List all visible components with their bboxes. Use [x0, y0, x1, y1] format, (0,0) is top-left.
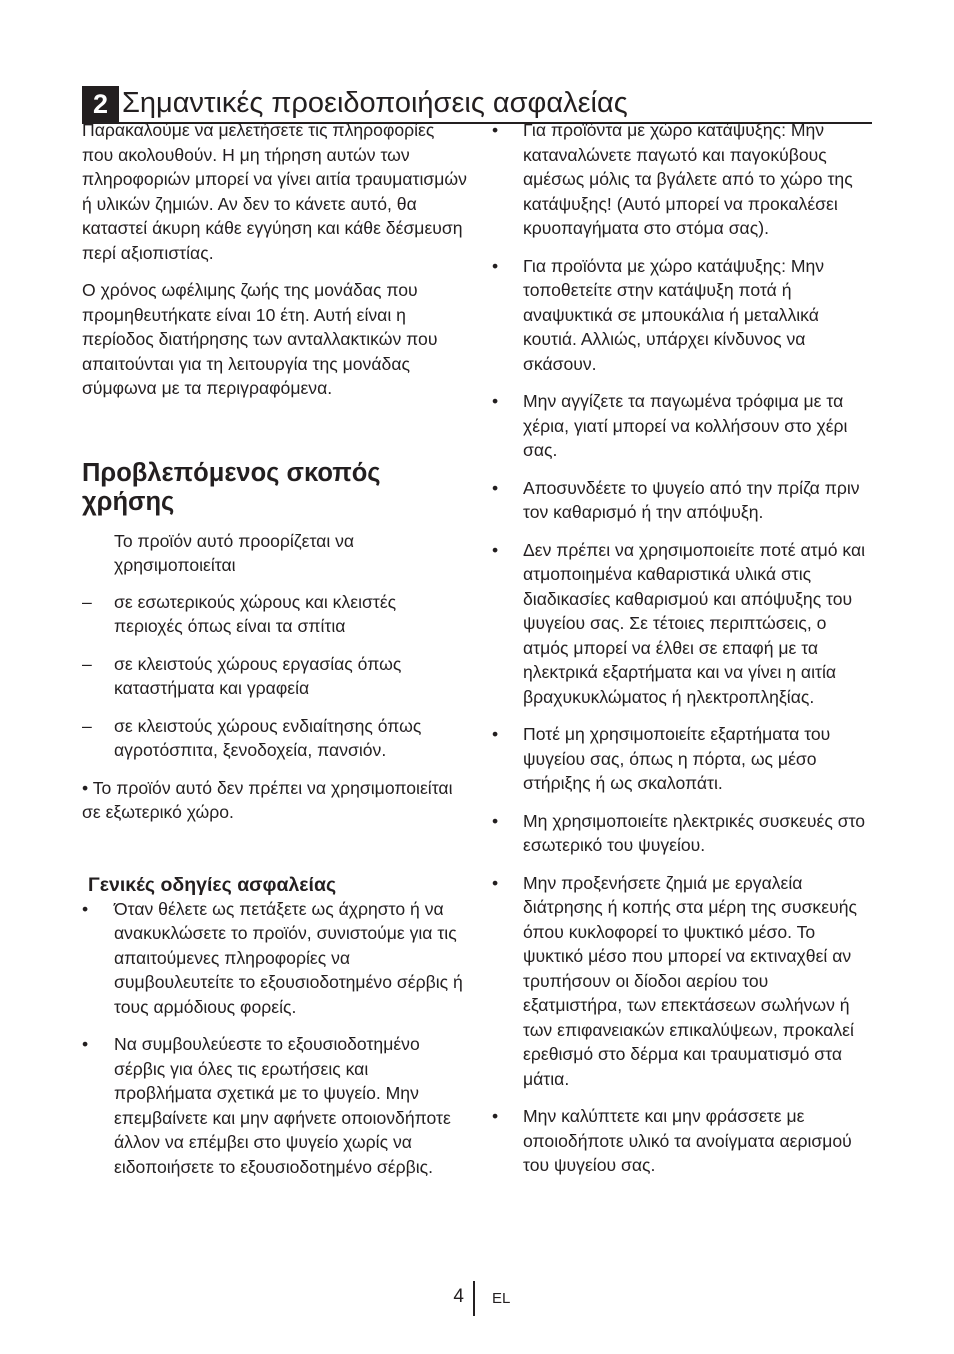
section-number: 2: [82, 86, 119, 123]
bullet-marker: •: [82, 898, 89, 919]
list-item-text: σε κλειστούς χώρους ενδιαίτησης όπως αγροτόσπιτα, ξενοδοχεία, πανσιόν.: [114, 715, 422, 760]
list-item: [492, 871, 872, 1092]
list-item: [82, 1032, 467, 1179]
bullet-marker: •: [82, 1034, 89, 1054]
bullet-marker: •: [492, 120, 499, 140]
bullet-marker: •: [492, 810, 499, 831]
list-item: [82, 590, 467, 639]
list-item-text: Μην αγγίζετε τα παγωμένα τρόφιμα με τα χέρια, γιατί μπορεί να κολλήσουν στο χέρι σας.: [523, 391, 848, 460]
list-item: [82, 897, 467, 1020]
list-item: [492, 118, 872, 241]
bullet-marker: •: [492, 391, 499, 411]
bullet-marker: •: [492, 477, 499, 498]
bullet-marker: •: [492, 872, 499, 893]
dash-marker: –: [82, 653, 92, 674]
lifetime-paragraph: Ο χρόνος ωφέλιμης ζωής της μονάδας που προμηθευτήκατε είναι 10 έτη. Αυτή είναι η περίοδος διατήρησης των ανταλλακτικών που απαιτούνται για τη λειτουργία της μονάδας σύμφωνα με τα περιγραφόμενα.: [82, 280, 438, 398]
dash-marker: –: [82, 591, 92, 612]
list-item-text: Μη χρησιμοποιείτε ηλεκτρικές συσκευές στο εσωτερικό του ψυγείου.: [523, 810, 866, 855]
language-code: EL: [492, 1290, 511, 1307]
list-item-text: Δεν πρέπει να χρησιμοποιείτε ποτέ ατμό και ατμοποιημένα καθαριστικά υλικά στις διαδικασίες καθαρισμού και απόψυξης του ψυγείου σας. Σε τέτοιες περιπτώσεις, ο ατμός μπορεί να έλθει σε επαφή με τα ηλεκτρικά εξαρτήματα και να γίνει η αιτία βραχυκυκλώματος ή ηλεκτροπληξίας.: [523, 539, 866, 707]
right-column: [492, 118, 872, 1191]
list-item: [492, 476, 872, 525]
list-item-text: Όταν θέλετε ως πετάξετε ως άχρηστο ή να ανακυκλώσετε το προϊόν, συνιστούμε για τις απαιτούμενες πληροφορίες να συμβουλευτείτε το εξουσιοδοτημένο σέρβις ή τους αρμόδιους φορείς.: [114, 898, 463, 1017]
bullet-marker: •: [492, 539, 499, 560]
list-item-text: Μην καλύπτετε και μην φράσσετε με οποιοδήποτε υλικό τα ανοίγματα αερισμού του ψυγείου σας.: [523, 1106, 852, 1175]
page-number: 4: [453, 1286, 464, 1307]
list-item-text: Ποτέ μη χρησιμοποιείτε εξαρτήματα του ψυγείου σας, όπως η πόρτα, ως μέσο στήριξης ή ως σκαλοπάτι.: [523, 724, 831, 793]
section-title: Σημαντικές προειδοποιήσεις ασφαλείας: [122, 87, 628, 119]
bullet-marker: •: [492, 1106, 499, 1126]
left-column: [82, 118, 467, 1192]
footer-divider: [473, 1281, 475, 1316]
list-item-text: Για προϊόντα με χώρο κατάψυξης: Μην τοποθετείτε στην κατάψυξη ποτά ή αναψυκτικά σε μπουκάλια ή μεταλλικά κουτιά. Αλλιώς, υπάρχει κίνδυνος να σκάσουν.: [523, 255, 825, 374]
list-item-text: Αποσυνδέετε το ψυγείο από την πρίζα πριν τον καθαρισμό ή την απόψυξη.: [523, 477, 860, 522]
list-item: [82, 652, 467, 701]
list-item-text: Μην προξενήσετε ζημιά με εργαλεία διάτρησης ή κοπής στα μέρη της συσκευής όπου κυκλοφορεί το ψυκτικό μέσο. Το ψυκτικό μέσο που μπορεί να εκτιναχθεί αν τρυπήσουν οι δίοδοι αερίου του εξατμιστήρα, των επεκτάσεων σωλήνων ή των επιφανειακών επικαλύψεων, προκαλεί ερεθισμό στο δέρμα και τραυματισμό στα μάτια.: [523, 872, 857, 1089]
list-item: [82, 714, 467, 763]
list-item: [492, 722, 872, 796]
list-item-text: Να συμβουλεύεστε το εξουσιοδοτημένο σέρβις για όλες τις ερωτήσεις και προβλήματα σχετικά με το ψυγείο. Μην επεμβαίνετε και μην αφήνετε οποιονδήποτε άλλον να επέμβει στο ψυγείο χωρίς να ειδοποιήσετε το εξουσιοδοτημένο σέρβις.: [114, 1034, 451, 1177]
list-item: [492, 538, 872, 710]
intended-use-intro: Το προϊόν αυτό προορίζεται να χρησιμοποιείται: [114, 530, 355, 575]
list-item: [492, 1104, 872, 1178]
intro-paragraph: Παρακαλούμε να μελετήσετε τις πληροφορίες που ακολουθούν. Η μη τήρηση αυτών των πληροφοριών μπορεί να γίνει αιτία τραυματισμών ή υλικών ζημιών. Αν δεν το κάνετε αυτό, θα καταστεί άκυρη κάθε εγγύηση και κάθε δέσμευση περί αξιοπιστίας.: [82, 120, 467, 263]
list-item: [492, 809, 872, 858]
list-item-text: σε εσωτερικούς χώρους και κλειστές περιοχές όπως είναι τα σπίτια: [114, 591, 397, 636]
bullet-marker: •: [492, 724, 499, 744]
intended-use-heading: Προβλεπόμενος σκοπός χρήσης: [82, 458, 381, 516]
dash-marker: –: [82, 715, 92, 736]
general-safety-heading: Γενικές οδηγίες ασφαλείας: [88, 873, 337, 896]
list-item: [492, 254, 872, 377]
bullet-marker: •: [492, 255, 499, 276]
list-item: [492, 389, 872, 463]
list-item-text: σε κλειστούς χώρους εργασίας όπως καταστήματα και γραφεία: [114, 653, 402, 698]
outdoor-note: • Το προϊόν αυτό δεν πρέπει να χρησιμοποιείται σε εξωτερικό χώρο.: [82, 777, 453, 822]
list-item-text: Για προϊόντα με χώρο κατάψυξης: Μην καταναλώνετε παγωτό και παγοκύβους αμέσως μόλις τα βγάλετε από το χώρο της κατάψυξης! (Αυτό μπορεί να προκαλέσει κρυοπαγήματα στο στόμα σας).: [523, 120, 853, 238]
